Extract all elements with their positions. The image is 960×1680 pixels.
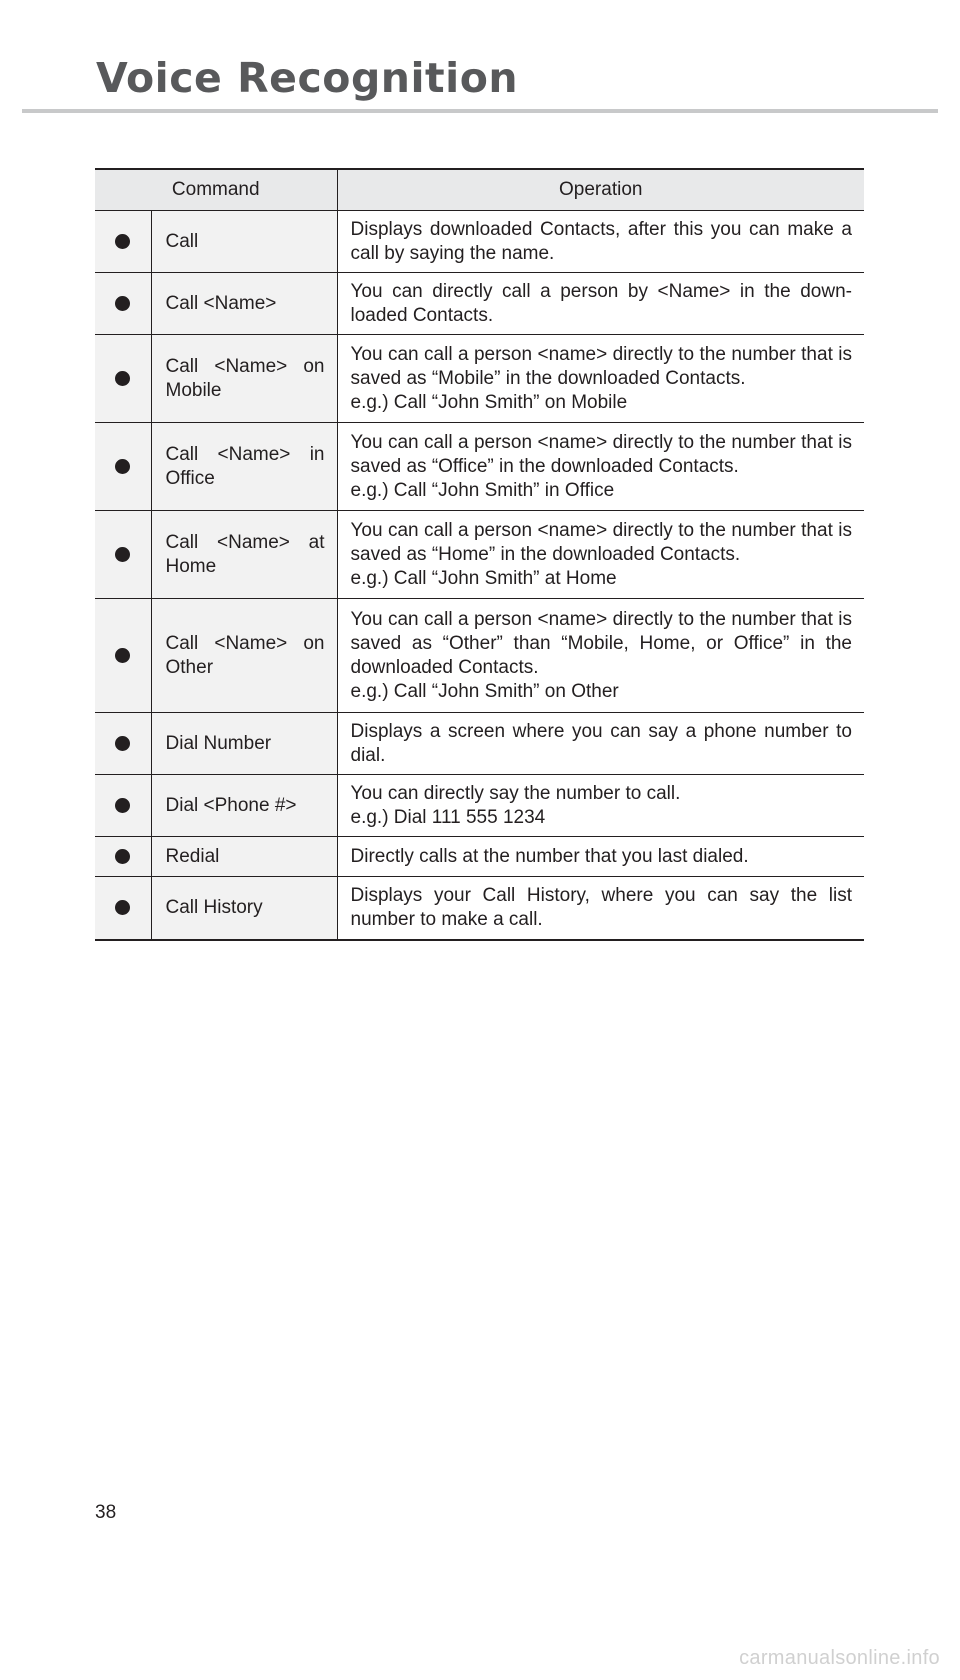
example-text: e.g.) Call “John Smith” at Home (350, 567, 617, 589)
table-row (95, 273, 864, 335)
operation-cell (337, 877, 864, 940)
bullet-icon (115, 459, 130, 474)
command-cell: Call <Name> in Office (151, 423, 337, 511)
bullet-icon (115, 849, 130, 864)
table-row (95, 775, 864, 837)
table-header-row (95, 169, 864, 211)
bullet-icon (115, 234, 130, 249)
page-title: Voice Recognition (96, 54, 519, 102)
operation-cell (337, 511, 864, 599)
operation-text: You can call a person <name> directly to the number that is saved as “Other” than “Mobile, Home, or Office” in the downloaded Contacts. (350, 608, 852, 678)
operation-text: Directly calls at the number that you last dialed. (350, 845, 749, 867)
operation-text: Displays downloaded Contacts, after this you can make a call by saying the name. (350, 218, 852, 264)
operation-text: You can call a person <name> directly to the number that is saved as “Mobile” in the downloaded Contacts. (350, 343, 852, 389)
bullet-icon (115, 798, 130, 813)
table-row (95, 511, 864, 599)
operation-cell (337, 423, 864, 511)
page-number: 38 (95, 1502, 117, 1523)
operation-cell (337, 211, 864, 273)
table-row (95, 837, 864, 877)
example-text: e.g.) Call “John Smith” in Office (350, 479, 615, 501)
column-header-command: Command (95, 169, 337, 211)
table-row (95, 713, 864, 775)
command-cell: Call History (151, 877, 337, 940)
bullet-icon (115, 736, 130, 751)
operation-text: You can call a person <name> directly to the number that is saved as “Office” in the downloaded Contacts. (350, 431, 852, 477)
operation-cell (337, 599, 864, 713)
operation-cell (337, 837, 864, 877)
column-header-operation: Operation (337, 169, 864, 211)
bullet-icon (115, 547, 130, 562)
command-cell: Dial Number (151, 713, 337, 775)
operation-text: Displays a screen where you can say a phone number to dial. (350, 720, 852, 766)
bullet-icon (115, 296, 130, 311)
command-cell: Call <Name> (151, 273, 337, 335)
command-cell: Redial (151, 837, 337, 877)
command-cell: Dial <Phone #> (151, 775, 337, 837)
table-row (95, 335, 864, 423)
table-row (95, 423, 864, 511)
command-cell: Call <Name> on Mobile (151, 335, 337, 423)
command-cell: Call <Name> on Other (151, 599, 337, 713)
table-row (95, 211, 864, 273)
example-text: e.g.) Call “John Smith” on Mobile (350, 391, 628, 413)
operation-text: You can call a person <name> directly to the number that is saved as “Home” in the downloaded Contacts. (350, 519, 852, 565)
bullet-icon (115, 900, 130, 915)
command-cell: Call <Name> at Home (151, 511, 337, 599)
operation-cell (337, 335, 864, 423)
example-text: e.g.) Dial 111 555 1234 (350, 806, 546, 828)
watermark: carmanualsonline.info (739, 1647, 940, 1669)
operation-text: You can directly say the number to call. (350, 782, 681, 804)
operation-cell (337, 273, 864, 335)
operation-cell (337, 775, 864, 837)
command-cell: Call (151, 211, 337, 273)
table-row (95, 599, 864, 713)
operation-text: Displays your Call History, where you can say the list number to make a call. (350, 884, 852, 930)
table-row (95, 877, 864, 940)
title-divider (22, 109, 938, 113)
example-text: e.g.) Call “John Smith” on Other (350, 680, 619, 702)
operation-cell (337, 713, 864, 775)
bullet-icon (115, 371, 130, 386)
bullet-icon (115, 648, 130, 663)
operation-text: You can directly call a person by <Name> in the down-loaded Contacts. (350, 280, 852, 326)
voice-command-table (95, 168, 864, 941)
